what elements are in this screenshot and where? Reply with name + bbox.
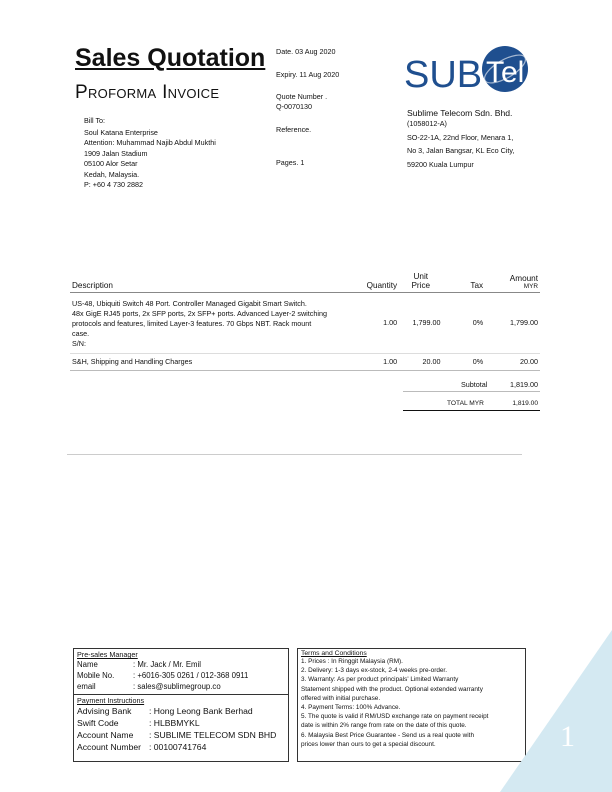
presales-email: email : sales@sublimegroup.co (77, 682, 221, 691)
row-unit-price: 20.00 (399, 354, 442, 371)
row-description: US-48, Ubiquiti Switch 48 Port. Controller Managed Gigabit Smart Switch. 48x GigE RJ45 ports, 2x SFP ports, 2x SFP+ ports. Advanced Layer-2 switching protocols and features, limited Layer-3 features. 70 Gbps NBT. Rack mount case. S/N: (70, 293, 352, 354)
col-quantity: Quantity (352, 270, 399, 293)
logo-text-left: SUB (404, 54, 483, 94)
quote-number-label: Quote Number . (276, 92, 328, 101)
bill-to-line: 05100 Alor Setar (84, 159, 138, 168)
terms-line: 5. The quote is valid if RM/USD exchange rate on payment receipt (301, 713, 489, 721)
presales-name: Name : Mr. Jack / Mr. Emil (77, 660, 202, 669)
table-header-row (70, 270, 540, 293)
totals-block (403, 377, 540, 411)
terms-heading: Terms and Conditions (301, 650, 367, 657)
bill-to-label: Bill To: (84, 116, 106, 125)
quote-date: Date. 03 Aug 2020 (276, 47, 336, 56)
subtotal-value: 1,819.00 (510, 379, 538, 389)
payment-heading: Payment Instructions (77, 696, 145, 705)
section-divider (67, 454, 522, 455)
table-row (70, 354, 540, 371)
total-value: 1,819.00 (512, 399, 538, 407)
terms-line: date is within 2% range from rate on the date of this quote. (301, 722, 467, 730)
logo-text-right: Tel (486, 56, 525, 89)
line-items-table (70, 270, 540, 371)
terms-line: 1. Prices : In Ringgit Malaysia (RM). (301, 658, 403, 665)
table-row (70, 293, 540, 354)
company-line: SO-22-1A, 22nd Floor, Menara 1, (407, 132, 514, 142)
presales-heading: Pre-sales Manager (77, 650, 138, 659)
terms-line: offered with initial purchase. (301, 694, 381, 702)
payment-account-name: Account Name : SUBLIME TELECOM SDN BHD (77, 730, 277, 740)
bill-to-line: P: +60 4 730 2882 (84, 180, 143, 189)
bill-to-line: Kedah, Malaysia. (84, 169, 140, 179)
row-tax: 0% (442, 354, 485, 371)
row-amount: 1,799.00 (485, 293, 540, 354)
row-unit-price: 1,799.00 (399, 293, 442, 354)
subtotal-label: Subtotal (461, 379, 488, 389)
page-number: 1 (560, 720, 575, 753)
terms-line: 4. Payment Terms: 100% Advance. (301, 704, 401, 712)
document-subtitle: Proforma Invoice (75, 82, 220, 103)
presales-mobile: Mobile No. : +6016-305 0261 / 012-368 0911 (77, 671, 249, 680)
quote-expiry: Expiry. 11 Aug 2020 (276, 70, 340, 79)
payment-account-number: Account Number : 00100741764 (77, 742, 207, 752)
company-line: No 3, Jalan Bangsar, KL Eco City, (407, 146, 515, 155)
quote-reference: Reference. (276, 125, 312, 134)
company-block (407, 108, 557, 170)
corner-decoration (500, 630, 612, 792)
total-label: TOTAL MYR (447, 399, 484, 407)
payment-bank: Advising Bank : Hong Leong Bank Berhad (77, 706, 253, 716)
company-line: 59200 Kuala Lumpur (407, 159, 474, 169)
bill-to-block (84, 116, 274, 191)
col-tax: Tax (442, 270, 485, 293)
terms-line: Statement shipped with the product. Optional extended warranty (301, 685, 483, 693)
subtel-logo (404, 44, 534, 94)
terms-line: prices lower than ours to get a special discount. (301, 740, 436, 748)
row-quantity: 1.00 (352, 293, 399, 354)
terms-line: 3. Warranty: As per product principals' Limited Warranty (301, 676, 459, 684)
terms-line: 6. Malaysia Best Price Guarantee - Send us a real quote with (301, 731, 474, 739)
bill-to-line: Attention: Muhammad Najib Abdul Mukthi (84, 138, 216, 147)
row-quantity: 1.00 (352, 354, 399, 371)
company-line: (1058012-A) (407, 119, 447, 128)
payment-swift: Swift Code : HLBBMYKL (77, 718, 200, 728)
col-description: Description (70, 270, 352, 293)
subtotal-row (403, 377, 540, 392)
bill-to-line: 1909 Jalan Stadium (84, 148, 148, 158)
terms-line: 2. Delivery: 1-3 days ex-stock, 2-4 weeks pre-order. (301, 667, 447, 675)
row-description: S&H, Shipping and Handling Charges (70, 354, 352, 371)
row-amount: 20.00 (485, 354, 540, 371)
document-title: Sales Quotation (75, 44, 266, 72)
bill-to-line: Soul Katana Enterprise (84, 127, 158, 137)
company-name: Sublime Telecom Sdn. Bhd. (407, 108, 513, 118)
quote-number: Q-0070130 (276, 102, 312, 111)
presales-box (73, 648, 289, 762)
terms-box (297, 648, 526, 762)
total-row (403, 396, 540, 411)
quote-pages: Pages. 1 (276, 158, 305, 167)
col-unit-price: Unit Price (399, 270, 442, 293)
col-amount: Amount MYR (485, 270, 540, 293)
row-tax: 0% (442, 293, 485, 354)
